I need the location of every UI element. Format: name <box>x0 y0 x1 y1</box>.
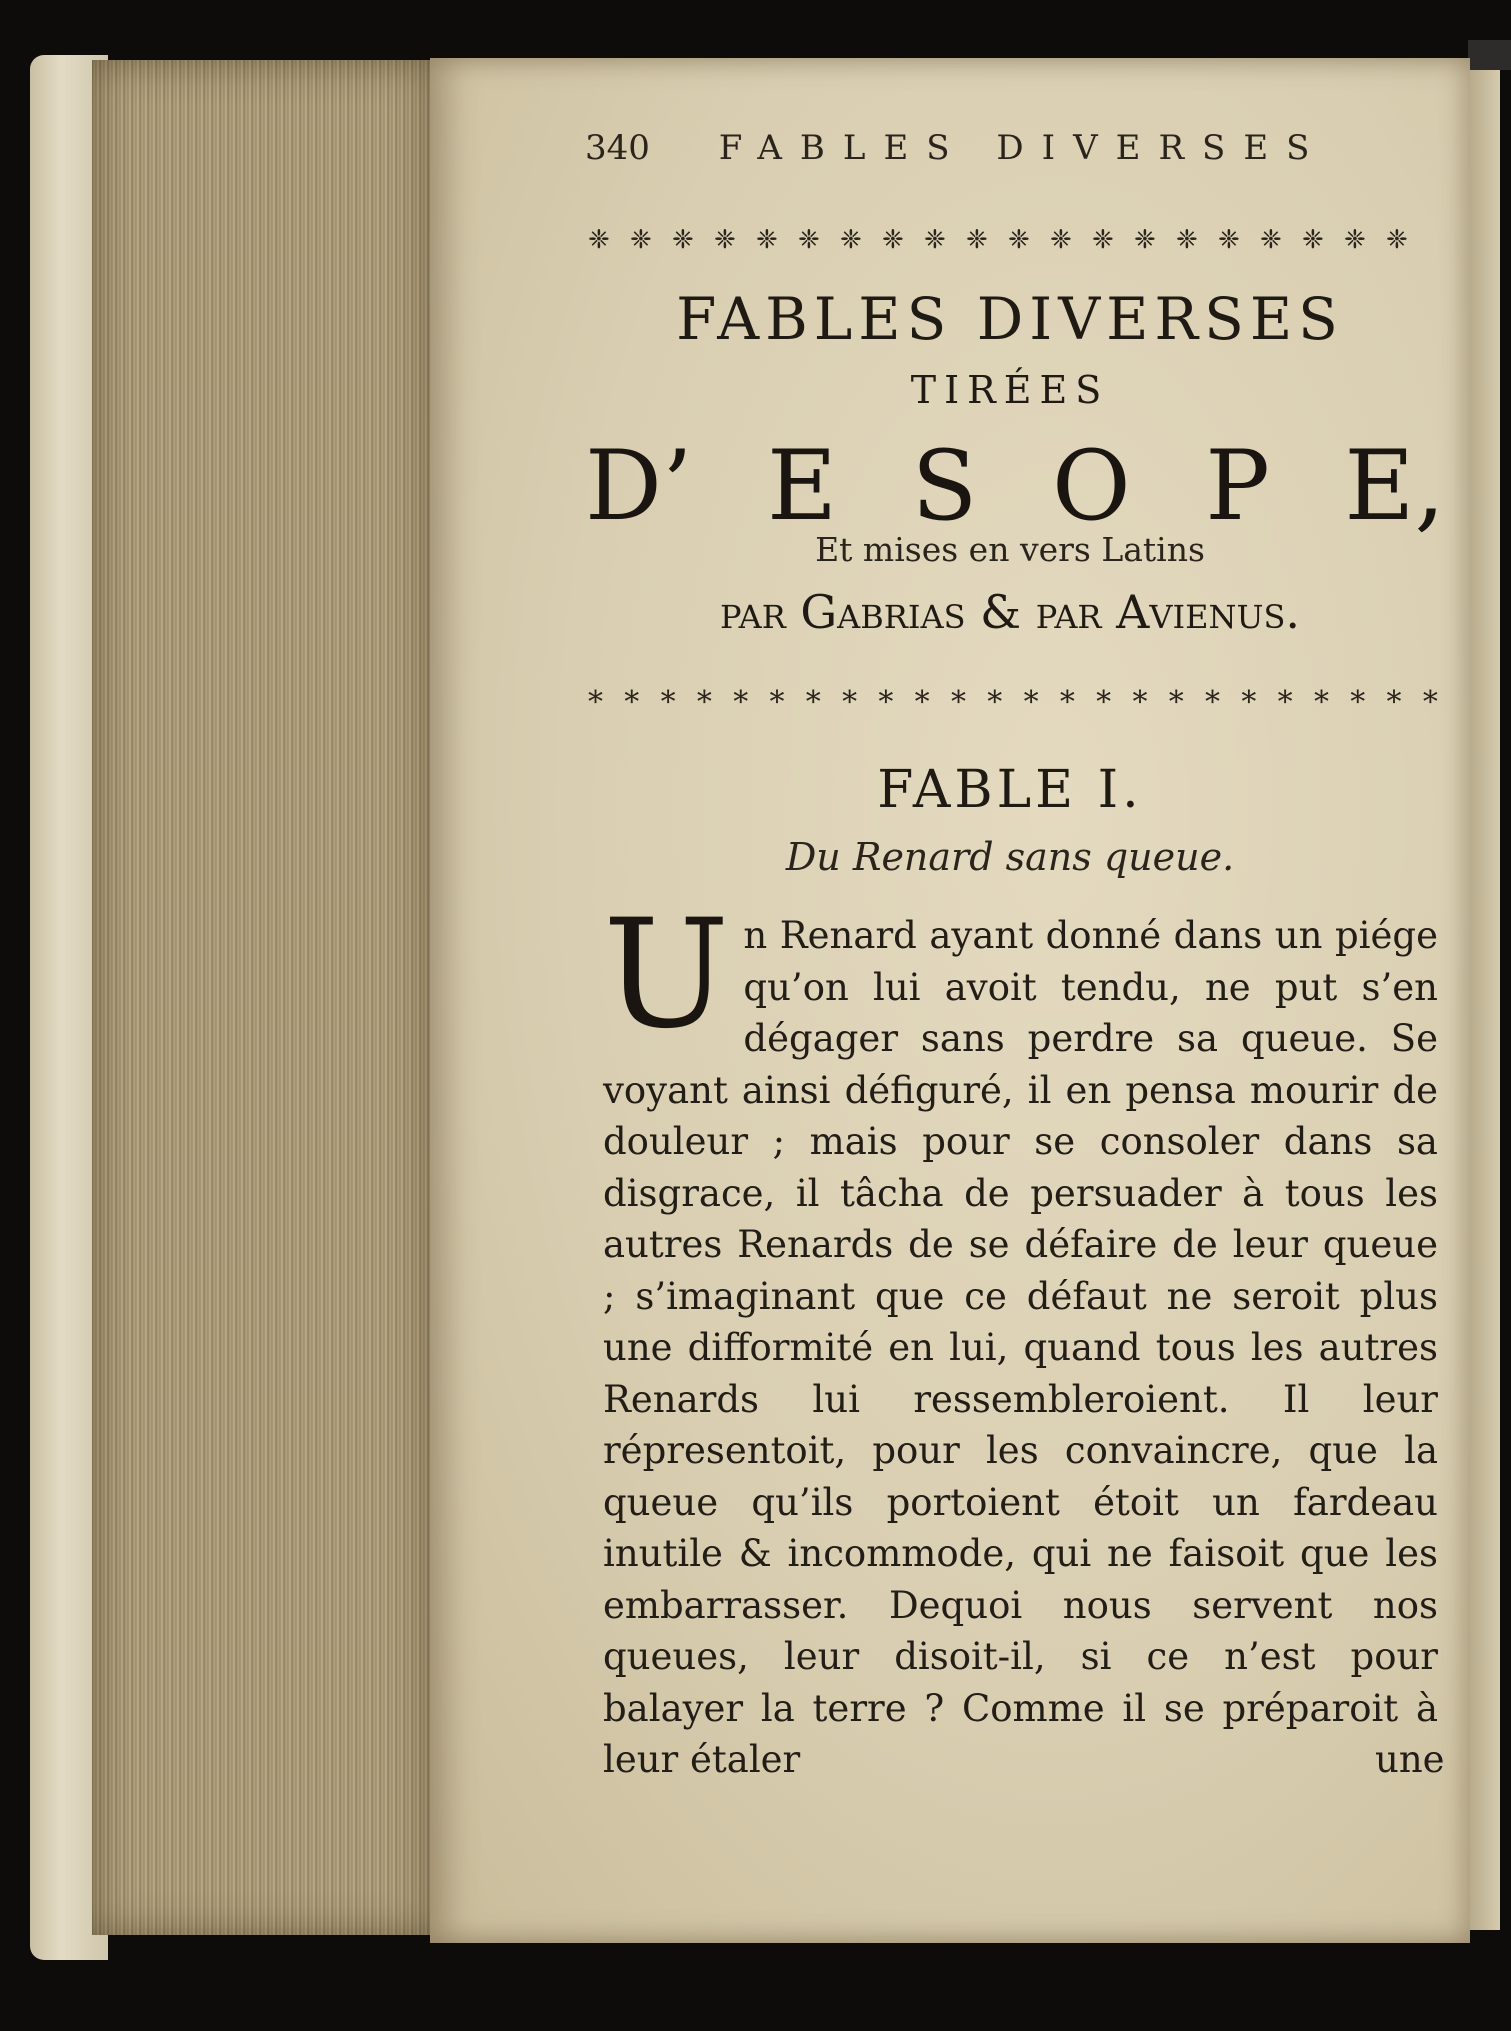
ornament-border <box>588 225 1408 255</box>
asterisk-icon: * <box>696 685 712 720</box>
asterisk-icon: * <box>987 685 1003 720</box>
fable-body-text: n Renard ayant donné dans un piége qu’on lui avoit tendu, ne put s’en dégager sans perdre sa queue. Se voyant ainsi défiguré, il en pensa mourir de douleur ; mais pour se consoler dans sa disgrace, il tâcha de persuader à tous les autres Renards de se défaire de leur queue ; s’imaginant que ce défaut ne seroit plus une difformité en lui, quand tous les autres Renards lui ressembleroient. Il leur répresentoit, pour les convaincre, que la queue qu’ils portoient étoit un fardeau inutile & incommode, qui ne faisoit que les embarrasser. Dequoi nous servent nos queues, leur disoit-il, si ce n’est pour balayer la terre ? Comme il se préparoit à leur étaler <box>603 914 1438 1781</box>
fable-subtitle: Du Renard sans queue. <box>785 835 1235 879</box>
asterisk-icon: * <box>805 685 821 720</box>
ornament-icon: ❈ <box>1176 225 1198 255</box>
title-line-3 <box>585 430 1445 542</box>
asterisk-icon: * <box>842 685 858 720</box>
asterisk-icon: * <box>733 685 749 720</box>
asterisk-icon: * <box>1132 685 1148 720</box>
ornament-icon: ❈ <box>882 225 904 255</box>
ornament-icon: ❈ <box>714 225 736 255</box>
title-letter: E <box>767 430 838 542</box>
asterisk-icon: * <box>1168 685 1184 720</box>
ornament-icon: ❈ <box>1344 225 1366 255</box>
title-line-1: FABLES DIVERSES <box>676 285 1344 353</box>
ornament-icon: ❈ <box>1092 225 1114 255</box>
asterisk-icon: * <box>1350 685 1366 720</box>
title-line-2: TIRÉES <box>910 368 1110 412</box>
asterisk-icon: * <box>769 685 785 720</box>
asterisk-icon: * <box>1023 685 1039 720</box>
ornament-icon: ❈ <box>672 225 694 255</box>
running-header <box>585 128 1345 168</box>
fable-heading: FABLE I. <box>877 760 1143 820</box>
ornament-icon: ❈ <box>966 225 988 255</box>
ornament-icon: ❈ <box>1134 225 1156 255</box>
catchword: une <box>1375 1738 1445 1781</box>
ornament-icon: ❈ <box>924 225 946 255</box>
ornament-icon: ❈ <box>1302 225 1324 255</box>
right-board-edge <box>1468 40 1511 70</box>
running-title: FABLES DIVERSES <box>718 128 1328 168</box>
ornament-icon: ❈ <box>756 225 778 255</box>
title-letter: E, <box>1344 430 1445 542</box>
asterisk-icon: * <box>914 685 930 720</box>
page-number: 340 <box>585 128 650 168</box>
title-letter: D’ <box>585 430 693 542</box>
title-line-4: Et mises en vers Latins <box>815 530 1205 569</box>
ornament-icon: ❈ <box>588 225 610 255</box>
title-letter: P <box>1205 430 1270 542</box>
ornament-icon: ❈ <box>630 225 652 255</box>
asterisk-icon: * <box>1205 685 1221 720</box>
ornament-icon: ❈ <box>840 225 862 255</box>
ornament-icon: ❈ <box>1008 225 1030 255</box>
asterisk-icon: * <box>660 685 676 720</box>
asterisk-icon: * <box>1422 685 1438 720</box>
ornament-icon: ❈ <box>798 225 820 255</box>
asterisk-icon: * <box>950 685 966 720</box>
asterisk-icon: * <box>1386 685 1402 720</box>
ornament-icon: ❈ <box>1218 225 1240 255</box>
asterisk-icon: * <box>588 685 603 720</box>
asterisk-icon: * <box>878 685 894 720</box>
fable-body <box>603 888 1445 1786</box>
asterisk-icon: * <box>1241 685 1257 720</box>
facing-page-edge <box>1470 70 1500 1930</box>
asterisk-icon: * <box>1059 685 1075 720</box>
title-letter: S <box>911 430 978 542</box>
asterisk-icon: * <box>624 685 640 720</box>
ornament-icon: ❈ <box>1386 225 1408 255</box>
title-letter: O <box>1051 430 1131 542</box>
ornament-icon: ❈ <box>1260 225 1282 255</box>
drop-capital: U <box>603 888 730 1062</box>
title-line-5: par Gabrias & par Avienus. <box>719 585 1300 639</box>
page-block-edges <box>92 60 432 1935</box>
asterisk-icon: * <box>1096 685 1112 720</box>
asterisk-divider <box>588 685 1438 720</box>
asterisk-icon: * <box>1313 685 1329 720</box>
ornament-icon: ❈ <box>1050 225 1072 255</box>
asterisk-icon: * <box>1277 685 1293 720</box>
